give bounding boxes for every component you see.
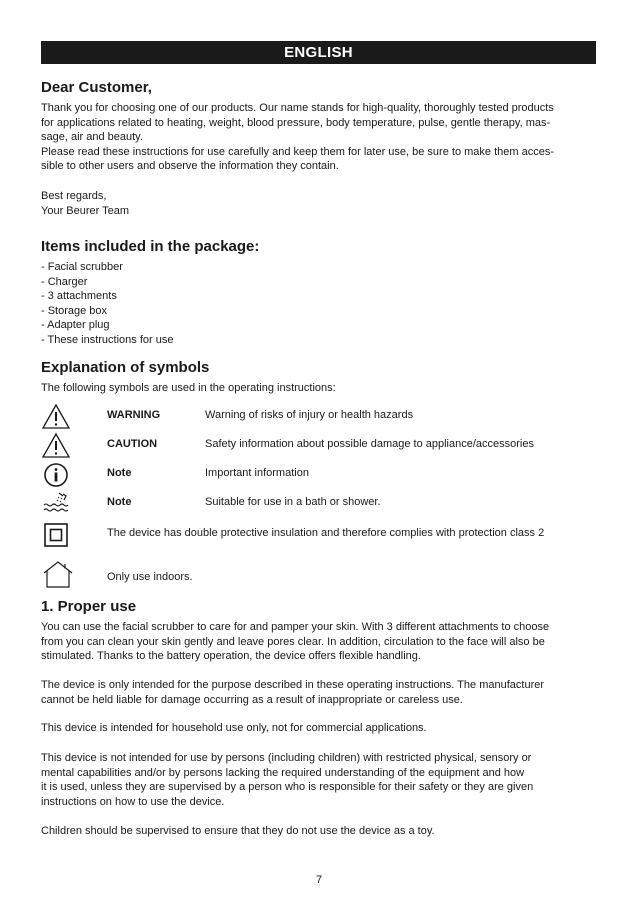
proper-use-paragraph-1: You can use the facial scrubber to care for and pamper your skin. With 3 different attachments to choose from you can clean your skin gently and leave pores clear. In addition, circulation to the face will also be stimulated. Thanks to the battery operation, the device offers flexible handling. — [41, 621, 550, 662]
signoff: Best regards, Your Beurer Team — [41, 190, 130, 217]
warning-triangle-icon — [41, 403, 71, 430]
symbol-desc: Suitable for use in a bath or shower. — [205, 496, 381, 508]
caution-triangle-icon — [41, 432, 71, 459]
symbol-row-indoor — [41, 560, 601, 590]
symbol-term: Note — [107, 467, 132, 479]
items-list: - Facial scrubber - Charger - 3 attachments - Storage box - Adapter plug - These instructions for use — [41, 261, 174, 346]
symbol-row-note-info — [41, 461, 601, 489]
greeting-title: Dear Customer, — [41, 79, 152, 96]
page-number: 7 — [315, 874, 323, 886]
symbol-row-protection-class — [41, 521, 601, 549]
shower-bath-icon — [41, 490, 73, 516]
symbol-desc: Important information — [205, 467, 309, 479]
symbol-text: The device has double protective insulation and therefore complies with protection class 2 — [107, 527, 545, 539]
symbols-title: Explanation of symbols — [41, 359, 210, 376]
symbols-intro: The following symbols are used in the operating instructions: — [41, 382, 336, 394]
language-banner: ENGLISH — [41, 41, 596, 64]
symbol-desc: Warning of risks of injury or health hazards — [205, 409, 414, 421]
double-insulation-icon — [41, 521, 71, 549]
symbol-text: Only use indoors. — [107, 571, 193, 583]
symbol-term: Note — [107, 496, 132, 508]
proper-use-paragraph-5: Children should be supervised to ensure that they do not use the device as a toy. — [41, 825, 435, 837]
proper-use-paragraph-3: This device is intended for household use only, not for commercial applications. — [41, 722, 427, 734]
info-circle-icon — [41, 461, 71, 489]
symbol-term: WARNING — [107, 409, 161, 421]
house-indoor-icon — [41, 560, 75, 590]
symbol-desc: Safety information about possible damage to appliance/accessories — [205, 438, 534, 450]
proper-use-title: 1. Proper use — [41, 598, 137, 615]
proper-use-paragraph-4: This device is not intended for use by persons (including children) with restricted physical, sensory or mental capabilities and/or by persons lacking the required understanding of the equipment and how it is used, unless they are supervised by a person who is responsible for their safety or they are given instructions on how to use the device. — [41, 752, 534, 808]
intro-paragraph: Thank you for choosing one of our products. Our name stands for high-quality, thoroughly tested products for applications related to heating, weight, blood pressure, body temperature, pulse, gentle therapy, mas- sage, air and beauty. Please read these instructions for use carefully and keep them for later use, be sure to make them acces- sible to other users and observe the information they contain. — [41, 102, 554, 172]
symbol-row-note-bath — [41, 490, 601, 518]
proper-use-paragraph-2: The device is only intended for the purpose described in these operating instructions. The manufacturer cannot be held liable for damage occurring as a result of inappropriate or careless use. — [41, 679, 545, 706]
items-title: Items included in the package: — [41, 238, 260, 255]
symbol-term: CAUTION — [107, 438, 158, 450]
symbol-row-warning — [41, 403, 601, 431]
symbol-row-caution — [41, 432, 601, 460]
